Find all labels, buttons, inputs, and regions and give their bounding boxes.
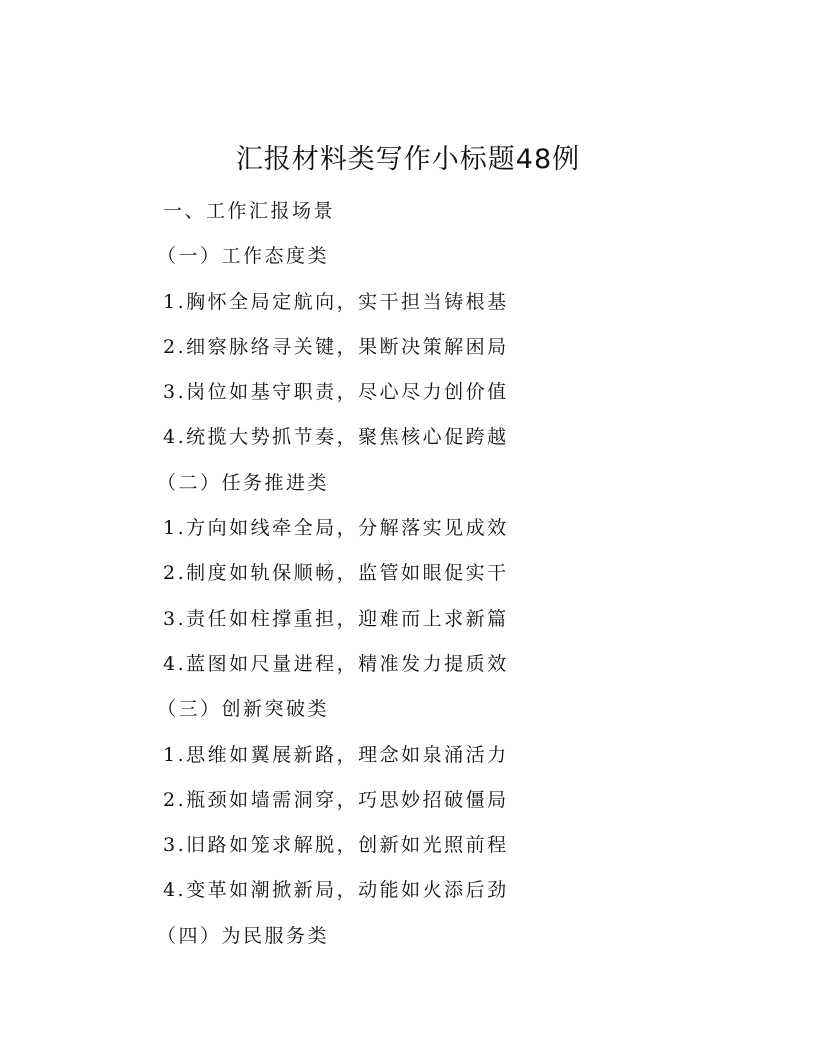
list-item: 3.责任如柱撑重担，迎难而上求新篇 [163, 607, 509, 630]
list-item: 1.思维如翼展新路，理念如泉涌活力 [163, 743, 509, 766]
subsection-heading: （三）创新突破类 [157, 698, 330, 721]
list-item: 3.旧路如笼求解脱，创新如光照前程 [163, 834, 509, 857]
section-heading: 一、工作汇报场景 [163, 200, 336, 222]
list-item: 4.变革如潮掀新局，动能如火添后劲 [163, 879, 509, 902]
list-item: 4.蓝图如尺量进程，精准发力提质效 [163, 652, 509, 675]
list-item: 1.胸怀全局定航向，实干担当铸根基 [163, 290, 509, 313]
list-item: 2.制度如轨保顺畅，监管如眼促实干 [163, 562, 509, 585]
list-item: 2.瓶颈如墙需洞穿，巧思妙招破僵局 [163, 788, 509, 811]
document-title: 汇报材料类写作小标题48例 [235, 144, 581, 175]
subsection-heading: （四）为民服务类 [157, 924, 330, 947]
list-item: 2.细察脉络寻关键，果断决策解困局 [163, 335, 509, 358]
list-item: 4.统揽大势抓节奏，聚焦核心促跨越 [163, 426, 509, 449]
list-item: 1.方向如线牵全局，分解落实见成效 [163, 517, 509, 540]
subsection-heading: （二）任务推进类 [157, 471, 330, 494]
subsection-heading: （一）工作态度类 [157, 245, 330, 268]
list-item: 3.岗位如基守职责，尽心尽力创价值 [163, 381, 509, 404]
document-body [157, 193, 723, 963]
